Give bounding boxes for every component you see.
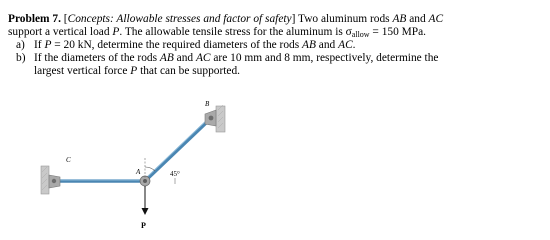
problem-number: Problem 7.	[8, 13, 61, 25]
label-p: P	[141, 221, 146, 230]
part-a-mark: a)	[16, 39, 25, 51]
label-a: A	[136, 168, 141, 176]
part-b-text: If the diameters of the rods AB and AC are 10 mm and 8 mm, respectively, determine the largest vertical force P that can be supported.	[34, 52, 439, 77]
load-arrowhead	[142, 208, 149, 215]
label-b: B	[205, 100, 210, 108]
concepts-text: Concepts: Allowable stresses and factor of safety	[67, 13, 292, 25]
problem-line-1: Problem 7. [Concepts: Allowable stresses and factor of safety] Two aluminum rods AB and AC	[8, 13, 444, 25]
sigma-subscript: allow	[351, 30, 370, 39]
label-c: C	[66, 156, 71, 164]
wall-b	[216, 106, 225, 132]
problem-line-2: support a vertical load P. The allowable tensile stress for the aluminum is σallow = 150 MPa.	[8, 26, 426, 39]
part-a-text: If P = 20 kN, determine the required diameters of the rods AB and AC.	[34, 39, 356, 51]
angle-label: 45°	[170, 170, 180, 178]
part-b-mark: b)	[16, 52, 26, 64]
